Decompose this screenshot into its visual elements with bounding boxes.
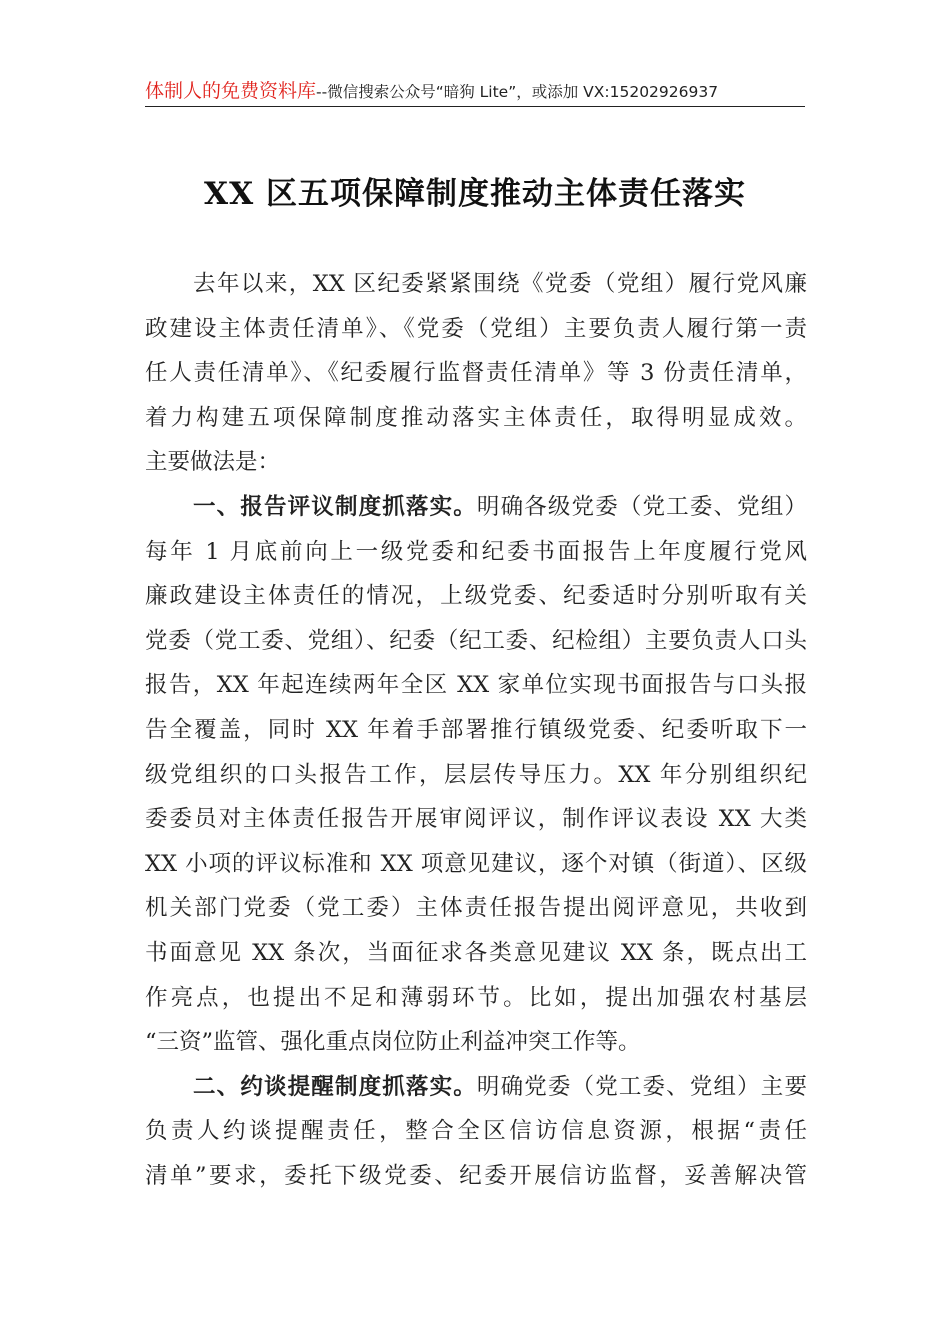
paragraph-line: 每年 1 月底前向上一级党委和纪委书面报告上年度履行党风 <box>145 538 807 565</box>
section-1-first-line: 明确各级党委（党工委、党组） <box>476 493 807 520</box>
paragraph-line: 级党组织的口头报告工作，层层传导压力。XX 年分别组织纪 <box>145 761 807 788</box>
section-2-first-line: 明确党委（党工委、党组）主要 <box>476 1073 807 1100</box>
section-1-heading: 一、报告评议制度抓落实。 <box>193 493 477 520</box>
paragraph-line: 报告，XX 年起连续两年全区 XX 家单位实现书面报告与口头报 <box>145 672 807 699</box>
page-header <box>145 76 805 107</box>
intro-paragraph <box>145 262 807 485</box>
paragraph-line: 清单”要求，委托下级党委、纪委开展信访监督，妥善解决管 <box>145 1162 807 1189</box>
paragraph-line: 书面意见 XX 条次，当面征求各类意见建议 XX 条，既点出工 <box>145 939 807 966</box>
paragraph-line <box>145 1065 807 1110</box>
paragraph-line: 负责人约谈提醒责任，整合全区信访信息资源，根据“责任 <box>145 1118 807 1145</box>
paragraph-line: 委委员对主体责任报告开展审阅评议，制作评议表设 XX 大类 <box>145 806 807 833</box>
paragraph-line: XX 小项的评议标准和 XX 项意见建议，逐个对镇（街道）、区级 <box>145 850 807 877</box>
paragraph-line: 党委（党工委、党组）、纪委（纪工委、纪检组）主要负责人口头 <box>145 627 807 654</box>
paragraph-line: 任人责任清单》、《纪委履行监督责任清单》等 3 份责任清单， <box>145 360 807 387</box>
paragraph-line: 着力构建五项保障制度推动落实主体责任，取得明显成效。 <box>145 404 807 431</box>
section-1-paragraph <box>145 485 807 1065</box>
document-body <box>145 262 807 1198</box>
paragraph-line <box>145 485 807 530</box>
paragraph-line: 告全覆盖，同时 XX 年着手部署推行镇级党委、纪委听取下一 <box>145 716 807 743</box>
paragraph-line: 机关部门党委（党工委）主体责任报告提出阅评意见，共收到 <box>145 895 807 922</box>
paragraph-line: 廉政建设主体责任的情况，上级党委、纪委适时分别听取有关 <box>145 583 807 610</box>
header-brand: 体制人的免费资料库 <box>145 80 317 102</box>
document-title: XX 区五项保障制度推动主体责任落实 <box>204 176 746 212</box>
paragraph-line: 政建设主体责任清单》、《党委（党组）主要负责人履行第一责 <box>145 315 807 342</box>
paragraph-line: 主要做法是： <box>145 449 281 476</box>
paragraph-line: 去年以来，XX 区纪委紧紧围绕《党委（党组）履行党风廉 <box>193 271 807 297</box>
section-2-heading: 二、约谈提醒制度抓落实。 <box>193 1073 477 1100</box>
section-2-paragraph <box>145 1065 807 1199</box>
paragraph-line: 作亮点，也提出不足和薄弱环节。比如，提出加强农村基层 <box>145 984 807 1011</box>
paragraph-line: “三资”监管、强化重点岗位防止利益冲突工作等。 <box>145 1029 641 1056</box>
header-note: --微信搜索公众号“暗狗 Lite”，或添加 VX:15202926937 <box>316 83 719 101</box>
